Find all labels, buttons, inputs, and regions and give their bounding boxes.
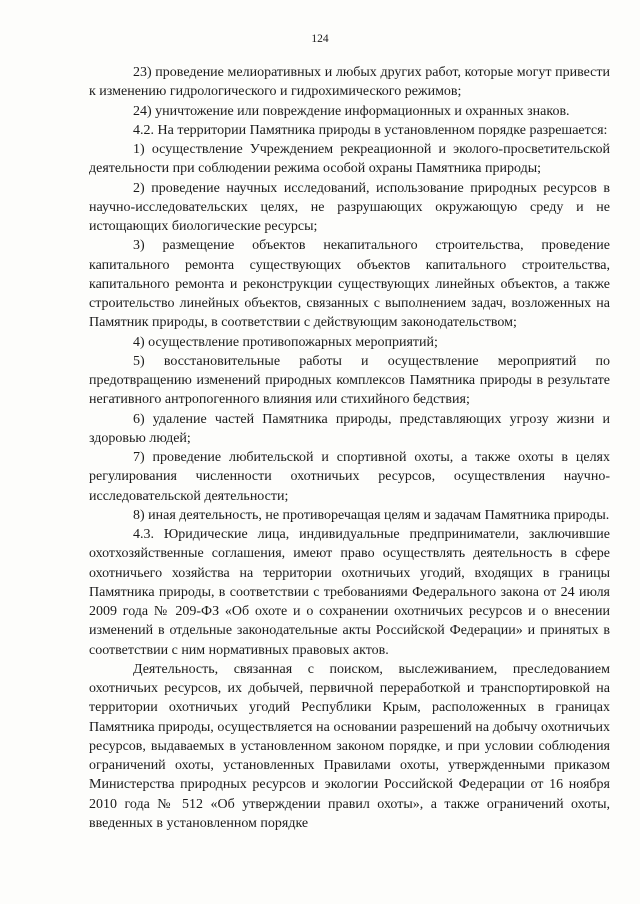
- paragraph-item-23: 23) проведение мелиоративных и любых других работ, которые могут привести к изменению гидрологического и гидрохимического режимов;: [89, 65, 610, 100]
- page-number: 124: [311, 33, 329, 45]
- paragraph-permitted-8: 8) иная деятельность, не противоречащая целям и задачам Памятника природы.: [133, 507, 610, 523]
- paragraph-permitted-6: 6) удаление частей Памятника природы, представляющих угрозу жизни и здоровью людей;: [89, 411, 610, 446]
- paragraph-hunting-activity: Деятельность, связанная с поиском, выслеживанием, преследованием охотничьих ресурсов, их добычей, первичной переработкой и транспортировкой на территории охотничьих угодий Республики Крым, расположенных в границах Памятника природы, осуществляется на основании разрешений на добычу охотничьих ресурсов, выдаваемых в установленном законом порядке, и при условии соблюдения ограничений охоты, установленных Правилами охоты, утвержденными приказом Министерства природных ресурсов и экологии Российской Федерации от 16 ноября 2010 года № 512 «Об утверждении правил охоты», а также ограничений охоты, введенных в установленном порядке: [89, 661, 610, 831]
- paragraph-item-24: 24) уничтожение или повреждение информационных и охранных знаков.: [133, 103, 570, 119]
- paragraph-permitted-2: 2) проведение научных исследований, использование природных ресурсов в научно-исследовательских целях, не разрушающих окружающую среду и не истощающих биологические ресурсы;: [89, 180, 610, 234]
- paragraph-permitted-3: 3) размещение объектов некапитального строительства, проведение капитального ремонта существующих объектов капитального строительства, капитального ремонта и реконструкции существующих линейных объектов, а также строительство линейных объектов, связанных с выполнением задач, возложенных на Памятник природы, в соответствии с действующим законодательством;: [89, 238, 610, 331]
- document-body: [89, 63, 610, 833]
- paragraph-permitted-1: 1) осуществление Учреждением рекреационной и эколого-просветительской деятельности при соблюдении режима особой охраны Памятника природы;: [89, 142, 610, 177]
- paragraph-permitted-5: 5) восстановительные работы и осуществление мероприятий по предотвращению изменений природных комплексов Памятника природы в результате негативного антропогенного влияния или стихийного бедствия;: [89, 353, 610, 408]
- paragraph-permitted-7: 7) проведение любительской и спортивной охоты, а также охоты в целях регулирования численности охотничьих ресурсов, осуществления научно-исследовательской деятельности;: [89, 450, 610, 504]
- paragraph-section-4-3: 4.3. Юридические лица, индивидуальные предприниматели, заключившие охотхозяйственные соглашения, имеют право осуществлять деятельность в сфере охотничьего хозяйства на территории охотничьих угодий, входящих в границы Памятника природы, в соответствии с требованиями Федерального закона от 24 июля 2009 года № 209-ФЗ «Об охоте и о сохранении охотничьих ресурсов и о внесении изменений в отдельные законодательные акты Российской Федерации» и принятых в соответствии с ним нормативных правовых актов.: [89, 527, 610, 658]
- paragraph-section-4-2: 4.2. На территории Памятника природы в установленном порядке разрешается:: [133, 122, 608, 138]
- paragraph-permitted-4: 4) осуществление противопожарных мероприятий;: [133, 334, 438, 350]
